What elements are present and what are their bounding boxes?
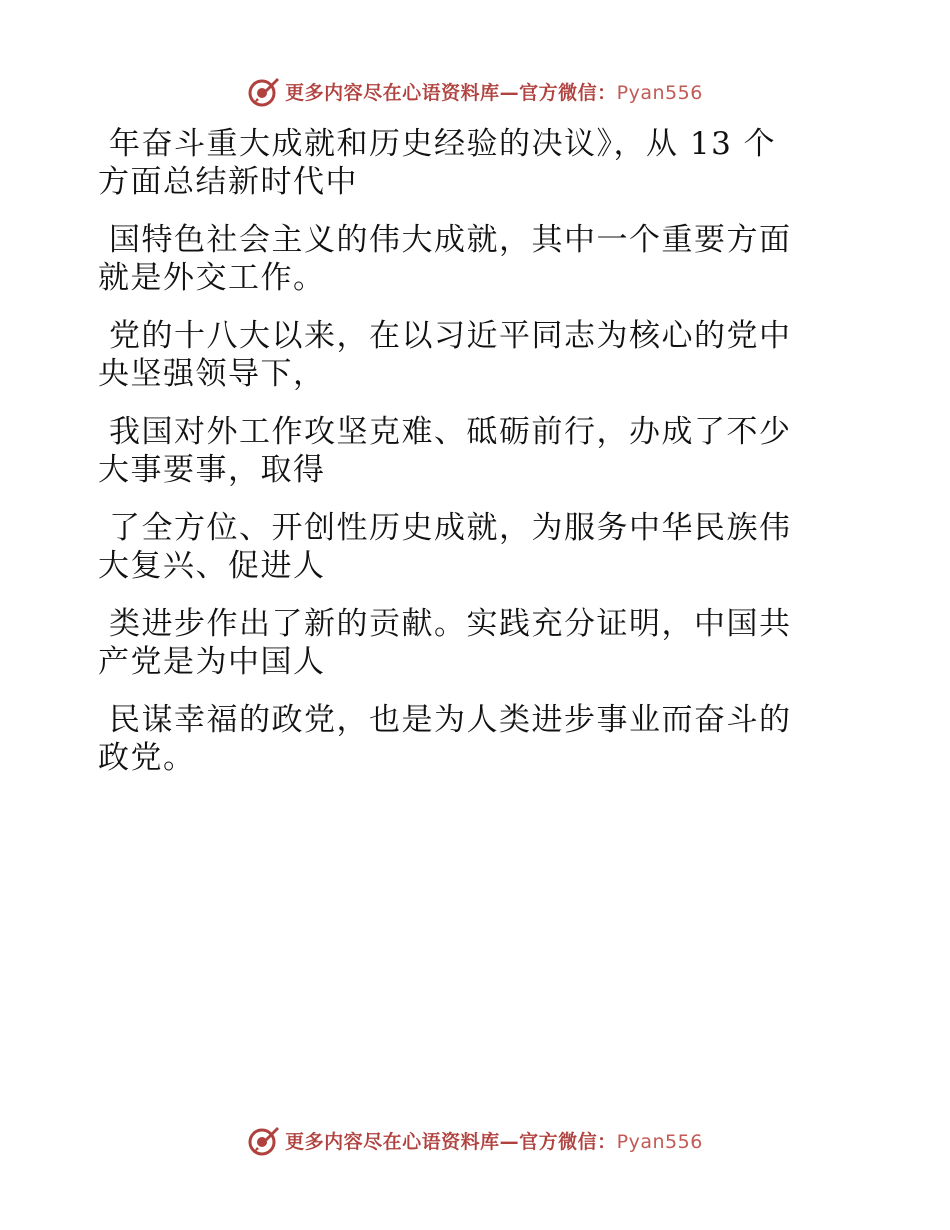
pen-nib-logo-icon (247, 1123, 281, 1157)
footer-banner-title: 更多内容尽在心语资料库—官方微信： (285, 1130, 617, 1153)
header-banner-title: 更多内容尽在心语资料库—官方微信： (285, 81, 617, 104)
paragraph-line: 产党是为中国人 (98, 644, 326, 680)
paragraph-1 (98, 125, 833, 201)
paragraph-line: 大事要事，取得 (98, 452, 326, 488)
paragraph-line: 大复兴、促进人 (98, 548, 326, 584)
paragraph-line: 党的十八大以来，在以习近平同志为核心的党中 (109, 318, 792, 354)
paragraph-line: 我国对外工作攻坚克难、砥砺前行，办成了不少 (109, 414, 792, 450)
header-banner-handle: Pyan556 (616, 81, 703, 104)
document-body (98, 125, 833, 797)
paragraph-line: 政党。 (98, 740, 196, 776)
paragraph-7 (98, 701, 833, 777)
footer-banner-text (285, 1127, 703, 1154)
paragraph-line: 民谋幸福的政党，也是为人类进步事业而奋斗的 (109, 702, 792, 738)
header-banner-text (285, 78, 703, 105)
header-banner (0, 71, 950, 111)
pen-nib-logo-icon (247, 74, 281, 108)
paragraph-line: 国特色社会主义的伟大成就，其中一个重要方面 (109, 222, 792, 258)
paragraph-4 (98, 413, 833, 489)
paragraph-3 (98, 317, 833, 393)
paragraph-2 (98, 221, 833, 297)
paragraph-6 (98, 605, 833, 681)
paragraph-line: 方面总结新时代中 (98, 164, 358, 200)
footer-banner-handle: Pyan556 (616, 1130, 703, 1153)
footer-banner (0, 1120, 950, 1160)
paragraph-line: 央坚强领导下， (98, 356, 326, 392)
paragraph-5 (98, 509, 833, 585)
paragraph-line: 了全方位、开创性历史成就，为服务中华民族伟 (109, 510, 792, 546)
paragraph-line: 就是外交工作。 (98, 260, 326, 296)
paragraph-line: 类进步作出了新的贡献。实践充分证明，中国共 (109, 606, 792, 642)
paragraph-line: 年奋斗重大成就和历史经验的决议》，从 13 个 (109, 126, 777, 162)
